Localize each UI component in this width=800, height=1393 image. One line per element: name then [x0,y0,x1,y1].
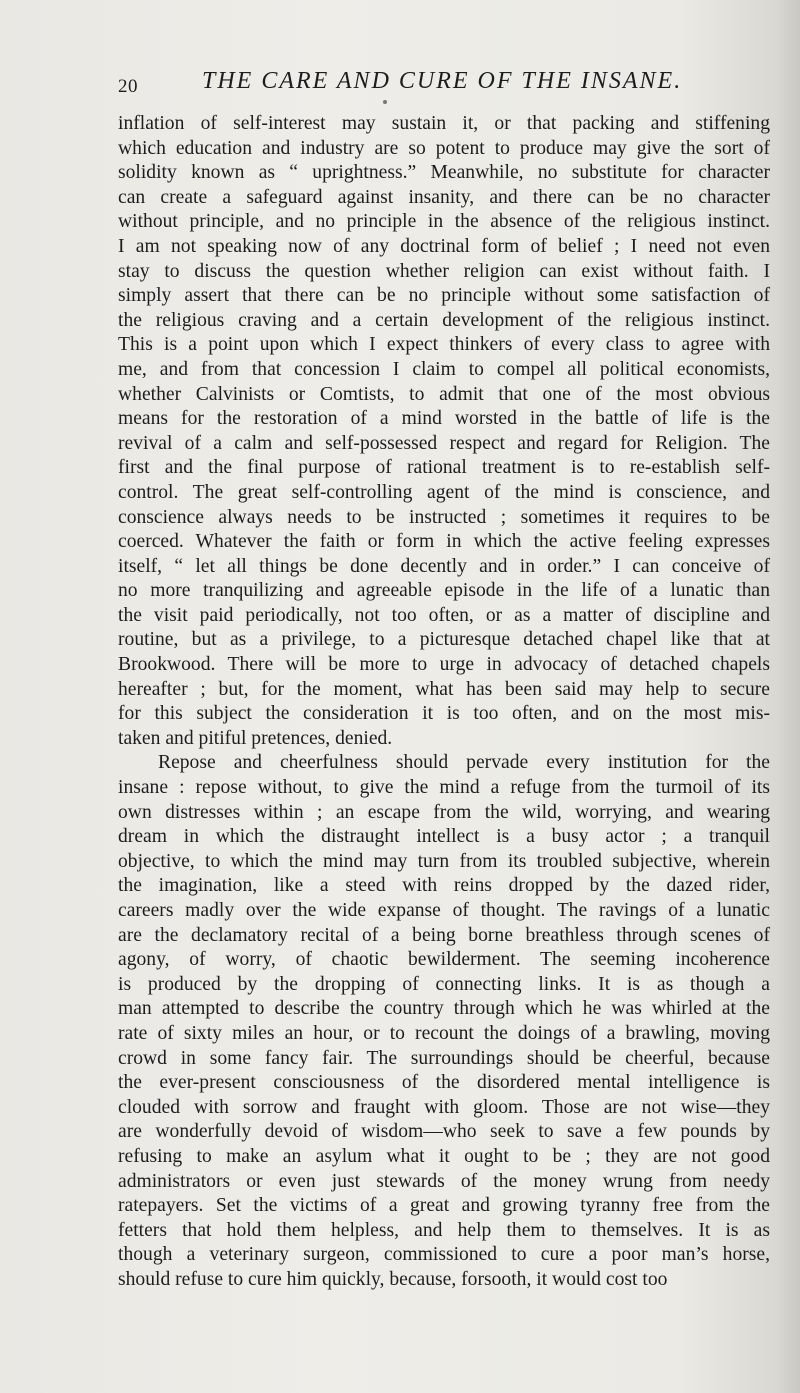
text-line: rate of sixty miles an hour, or to recount the doings of a brawling, moving [118,1022,770,1044]
text-line: are wonderfully devoid of wisdom—who seek to save a few pounds by [118,1121,770,1143]
text-line: agony, of worry, of chaotic bewilderment. The seeming incoherence [118,949,770,971]
text-line: hereafter ; but, for the moment, what has been said may help to secure [118,678,770,700]
text-line: coerced. Whatever the faith or form in which the active feeling expresses [118,531,770,553]
text-line: for this subject the consideration it is too often, and on the most mis- [118,703,770,725]
text-line: stay to discuss the question whether religion can exist without faith. I [118,260,770,282]
paragraph [118,751,770,1292]
text-line: though a veterinary surgeon, commissioned to cure a poor man’s horse, [118,1244,770,1266]
text-line: the imagination, like a steed with reins dropped by the dazed rider, [118,875,770,897]
text-line: careers madly over the wide expanse of thought. The ravings of a lunatic [118,900,770,921]
text-line: simply assert that there can be no principle without some satisfaction of [118,285,770,307]
text-line: routine, but as a privilege, to a picturesque detached chapel like that at [118,629,770,651]
text-line: revival of a calm and self-possessed respect and regard for Religion. The [118,432,770,454]
text-line: crowd in some fancy fair. The surroundings should be cheerful, because [118,1047,770,1069]
text-line: the ever-present consciousness of the disordered mental intelligence is [118,1072,770,1094]
text-line: Repose and cheerfulness should pervade every institution for the [158,752,770,774]
text-line: which education and industry are so potent to produce may give the sort of [118,137,770,159]
text-line: man attempted to describe the country through which he was whirled at the [118,998,770,1020]
page-number: 20 [118,76,138,97]
text-line: without principle, and no principle in the absence of the religious instinct. [118,211,770,233]
text-line: administrators or even just stewards of the money wrung from needy [118,1170,770,1192]
body-text [118,112,770,1293]
text-line: refusing to make an asylum what it ought to be ; they are not good [118,1145,770,1167]
text-line: dream in which the distraught intellect is a busy actor ; a tranquil [118,826,770,848]
text-line: Brookwood. There will be more to urge in advocacy of detached chapels [118,654,770,676]
text-line: me, and from that concession I claim to compel all political economists, [118,358,770,380]
text-line: are the declamatory recital of a being borne breathless through scenes of [118,924,770,946]
text-line: objective, to which the mind may turn from its troubled subjective, wherein [118,850,770,872]
paragraph [118,112,770,751]
text-line: no more tranquilizing and agreeable episode in the life of a lunatic than [118,580,770,602]
text-line: can create a safeguard against insanity, and there can be no character [118,186,770,208]
text-line: conscience always needs to be instructed ; sometimes it requires to be [118,506,770,528]
text-line: This is a point upon which I expect thinkers of every class to agree with [118,334,770,356]
text-line: taken and pitiful pretences, denied. [118,727,393,749]
text-line: inflation of self-interest may sustain it, or that packing and stiffening [118,113,770,134]
text-line: whether Calvinists or Comtists, to admit that one of the most obvious [118,383,770,405]
text-line: first and the final purpose of rational treatment is to re-establish self- [118,457,770,479]
text-line: should refuse to cure him quickly, because, forsooth, it would cost too [118,1268,668,1290]
page-header [118,66,698,98]
ink-speck [383,100,387,104]
text-line: ratepayers. Set the victims of a great and growing tyranny free from the [118,1195,770,1217]
text-line: itself, “ let all things be done decently and in order.” I can conceive of [118,555,770,577]
text-line: clouded with sorrow and fraught with gloom. Those are not wise—they [118,1096,770,1118]
text-line: I am not speaking now of any doctrinal form of belief ; I need not even [118,235,770,257]
text-line: own distresses within ; an escape from the wild, worrying, and wearing [118,801,770,823]
text-line: is produced by the dropping of connecting links. It is as though a [118,973,770,995]
text-line: insane : repose without, to give the mind a refuge from the turmoil of its [118,777,770,799]
text-line: the religious craving and a certain development of the religious instinct. [118,309,770,331]
text-line: control. The great self-controlling agent of the mind is conscience, and [118,481,770,503]
text-line: means for the restoration of a mind worsted in the battle of life is the [118,408,770,430]
text-line: solidity known as “ uprightness.” Meanwhile, no substitute for character [118,162,770,184]
text-line: the visit paid periodically, not too often, or as a matter of discipline and [118,604,770,626]
running-head: THE CARE AND CURE OF THE INSANE. [202,68,683,94]
text-line: fetters that hold them helpless, and help them to themselves. It is as [118,1219,770,1241]
